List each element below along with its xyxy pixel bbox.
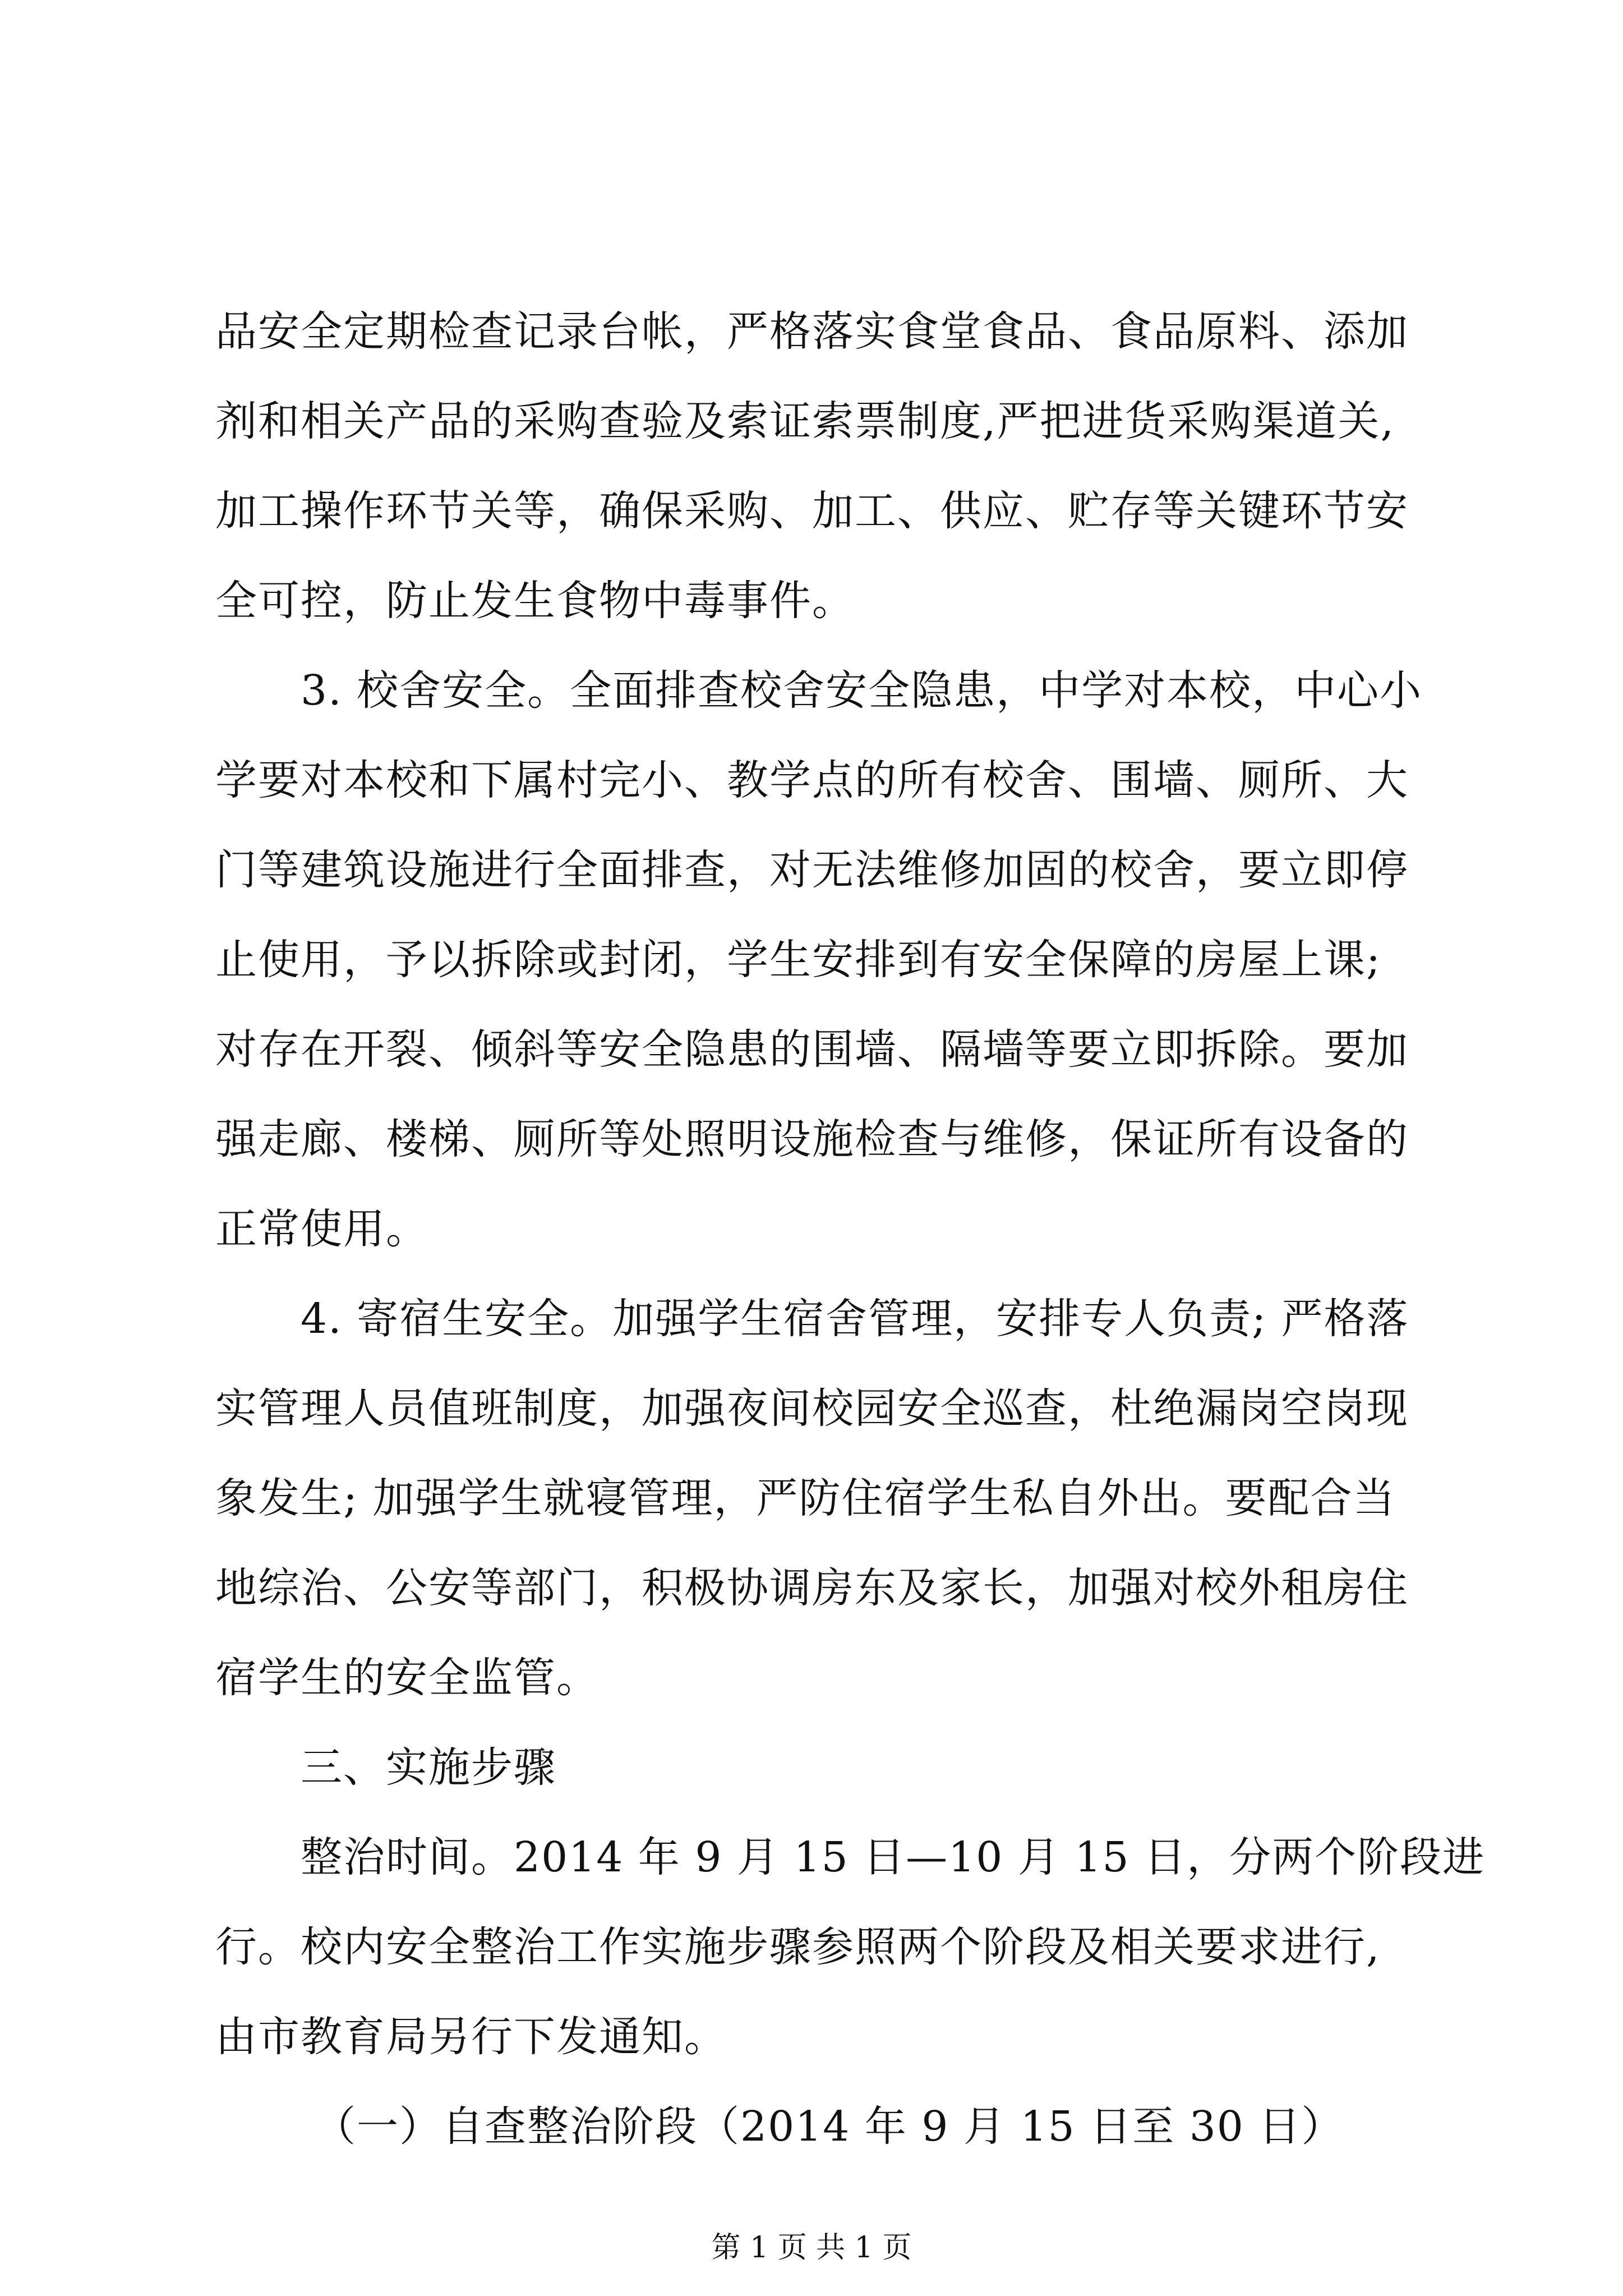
text-line: 象发生; 加强学生就寝管理，严防住宿学生私自外出。要配合当: [215, 1474, 1396, 1522]
text-line: 品安全定期检查记录台帐，严格落实食堂食品、食品原料、添加: [215, 307, 1409, 356]
text-line: 3. 校舍安全。全面排查校舍安全隐患，中学对本校，中心小: [301, 666, 1423, 715]
text-line: 整治时间。2014 年 9 月 15 日—10 月 15 日，分两个阶段进: [301, 1833, 1486, 1881]
text-line: 宿学生的安全监管。: [215, 1654, 599, 1702]
page-number-footer: 第 1 页 共 1 页: [711, 2231, 912, 2265]
text-line: 加工操作环节关等，确保采购、加工、供应、贮存等关键环节安: [215, 487, 1409, 535]
text-line: 地综治、公安等部门，积极协调房东及家长，加强对校外租房住: [215, 1564, 1409, 1612]
text-line: 门等建筑设施进行全面排查，对无法维修加固的校舍，要立即停: [215, 846, 1409, 894]
text-line: 正常使用。: [215, 1205, 428, 1253]
section-heading: 三、实施步骤: [301, 1743, 556, 1792]
subsection-heading: （一）自查整治阶段（2014 年 9 月 15 日至 30 日）: [314, 2102, 1344, 2151]
text-line: 由市教育局另行下发通知。: [215, 2013, 727, 2061]
text-line: 行。校内安全整治工作实施步骤参照两个阶段及相关要求进行,: [215, 1923, 1381, 1971]
text-line: 对存在开裂、倾斜等安全隐患的围墙、隔墙等要立即拆除。要加: [215, 1025, 1409, 1074]
text-line: 强走廊、楼梯、厕所等处照明设施检查与维修，保证所有设备的: [215, 1115, 1409, 1163]
text-line: 实管理人员值班制度，加强夜间校园安全巡查，杜绝漏岗空岗现: [215, 1384, 1409, 1433]
text-line: 剂和相关产品的采购查验及索证索票制度,严把进货采购渠道关,: [215, 397, 1395, 445]
text-line: 4. 寄宿生安全。加强学生宿舍管理，安排专人负责; 严格落: [301, 1295, 1409, 1343]
text-line: 止使用，予以拆除或封闭，学生安排到有安全保障的房屋上课;: [215, 936, 1381, 984]
text-line: 全可控，防止发生食物中毒事件。: [215, 577, 855, 625]
text-line: 学要对本校和下属村完小、教学点的所有校舍、围墙、厕所、大: [215, 756, 1409, 804]
